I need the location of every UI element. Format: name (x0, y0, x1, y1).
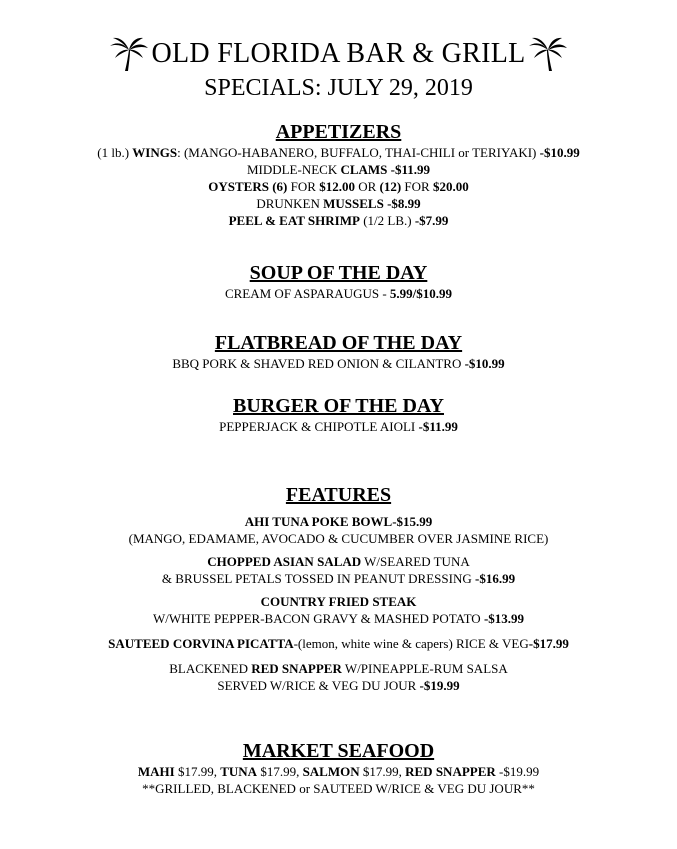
oysters-for: FOR (287, 179, 320, 194)
snapper-name: RED SNAPPER (251, 661, 342, 676)
red-snapper-name: RED SNAPPER (405, 764, 496, 779)
oysters-name: OYSTERS (6) (208, 179, 288, 194)
soup-desc: CREAM OF ASPARAUGUS - (224, 286, 390, 301)
seafood-prices (0, 763, 677, 780)
flatbread-price: -$10.99 (464, 356, 505, 371)
snapper-line-1 (0, 660, 677, 677)
menu-header (0, 34, 677, 102)
poke-desc: (MANGO, EDAMAME, AVOCADO & CUCUMBER OVER JASMINE RICE) (128, 531, 549, 546)
wings-item (0, 144, 677, 161)
seafood-note: **GRILLED, BLACKENED or SAUTEED W/RICE & VEG DU JOUR** (142, 781, 535, 796)
flatbread-desc: BBQ PORK & SHAVED RED ONION & CILANTRO (172, 356, 465, 371)
oysters-item (0, 178, 677, 195)
snapper-line-2 (0, 677, 677, 694)
oysters-qty-12: (12) (379, 179, 402, 194)
specials-date: SPECIALS: JULY 29, 2019 (204, 75, 473, 101)
red-snapper-price: -$19.99 (495, 764, 540, 779)
clams-prefix: MIDDLE-NECK (246, 162, 341, 177)
salad-desc-2: & BRUSSEL PETALS TOSSED IN PEANUT DRESSING (161, 571, 475, 586)
features-heading: FEATURES (285, 484, 392, 506)
palm-tree-icon (528, 36, 568, 72)
snapper-desc-1: W/PINEAPPLE-RUM SALSA (341, 661, 508, 676)
soup-heading: SOUP OF THE DAY (249, 262, 428, 284)
salad-desc-1: W/SEARED TUNA (361, 554, 470, 569)
corvina-item (0, 635, 677, 652)
steak-price: -$13.99 (483, 611, 525, 626)
oysters-or: OR (354, 179, 380, 194)
salad-price: -$16.99 (474, 571, 516, 586)
mussels-item (0, 195, 677, 212)
mussels-price: -$8.99 (383, 196, 421, 211)
shrimp-item (0, 212, 677, 229)
salad-line-1 (0, 553, 677, 570)
corvina-name: SAUTEED CORVINA PICATTA (108, 636, 294, 651)
features-section (0, 483, 677, 694)
market-seafood-section (0, 739, 677, 797)
soup-price: 5.99/$10.99 (389, 286, 453, 301)
clams-item (0, 161, 677, 178)
flatbread-item (0, 355, 677, 372)
oysters-price-12: $20.00 (432, 179, 469, 194)
flatbread-heading: FLATBREAD OF THE DAY (214, 332, 463, 354)
wings-price: -$10.99 (539, 145, 580, 160)
shrimp-qty: (1/2 LB.) (359, 213, 415, 228)
snapper-price: -$19.99 (419, 678, 460, 693)
mahi-name: MAHI (137, 764, 175, 779)
soup-section (0, 261, 677, 302)
poke-name: AHI TUNA POKE BOWL-$15.99 (244, 514, 433, 529)
oysters-price-6: $12.00 (319, 179, 355, 194)
burger-price: -$11.99 (418, 419, 458, 434)
wings-qty: (1 lb.) (97, 145, 133, 160)
shrimp-name: PEEL & EAT SHRIMP (228, 213, 360, 228)
restaurant-name: OLD FLORIDA BAR & GRILL (151, 38, 526, 69)
snapper-desc-2: SERVED W/RICE & VEG DU JOUR (217, 678, 420, 693)
steak-desc: W/WHITE PEPPER-BACON GRAVY & MASHED POTATO (152, 611, 484, 626)
palm-tree-icon (109, 36, 149, 72)
salmon-name: SALMON (302, 764, 360, 779)
clams-price: -$11.99 (387, 162, 431, 177)
tuna-name: TUNA (220, 764, 258, 779)
shrimp-price: -$7.99 (414, 213, 449, 228)
mussels-prefix: DRUNKEN (256, 196, 324, 211)
corvina-desc: -(lemon, white wine & capers) RICE & VEG (293, 636, 529, 651)
salmon-price: $17.99, (359, 764, 406, 779)
wings-name: WINGS (132, 145, 178, 160)
appetizers-heading: APPETIZERS (275, 121, 402, 143)
oysters-for-2: FOR (401, 179, 433, 194)
salad-name: CHOPPED ASIAN SALAD (207, 554, 362, 569)
flatbread-section (0, 331, 677, 372)
burger-item (0, 418, 677, 435)
steak-line-2 (0, 610, 677, 627)
wings-flavors: : (MANGO-HABANERO, BUFFALO, THAI-CHILI or TERIYAKI) (177, 145, 540, 160)
market-seafood-heading: MARKET SEAFOOD (242, 740, 435, 762)
mahi-price: $17.99, (174, 764, 221, 779)
burger-heading: BURGER OF THE DAY (233, 395, 444, 417)
salad-line-2 (0, 570, 677, 587)
tuna-price: $17.99, (257, 764, 303, 779)
appetizers-section (0, 120, 677, 229)
soup-item (0, 285, 677, 302)
burger-section (0, 394, 677, 435)
title-row (0, 34, 677, 74)
mussels-name: MUSSELS (323, 196, 384, 211)
corvina-price: -$17.99 (528, 636, 569, 651)
steak-name: COUNTRY FRIED STEAK (260, 594, 417, 609)
burger-desc: PEPPERJACK & CHIPOTLE AIOLI (219, 419, 419, 434)
snapper-prefix: BLACKENED (169, 661, 252, 676)
clams-name: CLAMS (340, 162, 388, 177)
